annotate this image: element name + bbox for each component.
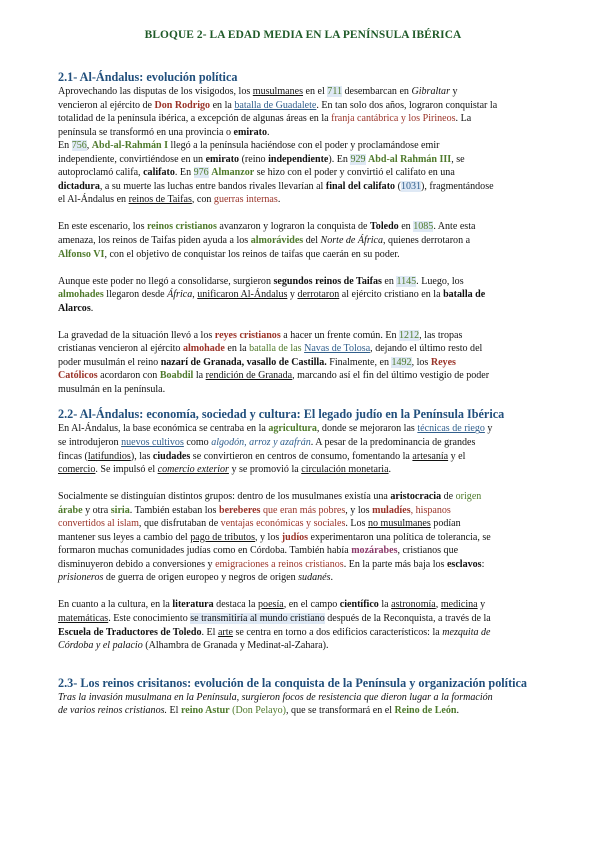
page-title: BLOQUE 2- LA EDAD MEDIA EN LA PENÍNSULA IBÉRICA xyxy=(144,29,462,41)
paragraph-2-1-a: Aprovechando las disputas de los visigodos, los musulmanes en el 711 desembarcan en Gibraltar y vencieron al ejército de Don Rodrigo en la batalla de Guadalete. En tan solo dos años, lograron conquistar la totalidad de la península ibérica, a excepción de algunas áreas en la franja cantábrica y los Pirineos. La península se transformó en una provincia o emirato. xyxy=(58,86,498,138)
section-heading-2-3: 2.3- Los reinos crisitanos: evolución de la conquista de la Península y organización política xyxy=(58,675,528,690)
section-heading-2-2: 2.2- Al-Ándalus: economía, sociedad y cultura: El legado judío en la Península Ibérica xyxy=(58,407,505,422)
paragraph-2-1-d: Aunque este poder no llegó a consolidarse, surgieron segundos reinos de Taifas en 1145. Luego, los almohades llegaron desde África, unificaron Al-Ándalus y derrotaron al ejército cristiano en la batalla de Alarcos. xyxy=(58,275,486,314)
paragraph-2-1-c: En este escenario, los reinos cristianos avanzaron y lograron la conquista de Toledo en 1085. Ante esta amenaza, los reinos de Taifas piden ayuda a los almorávides del Norte de África, quienes derrotaron a Alfonso VI, con el objetivo de conquistar los reinos de taifas que caerán en su poder. xyxy=(58,221,476,260)
paragraph-2-2-a: En Al-Ándalus, la base económica se centraba en la agricultura, donde se mejoraron las técnicas de riego y se introdujeron nuevos cultivos como algodón, arroz y azafrán. A pesar de la predominancia de grandes fincas (latifundios), las ciudades se convirtieron en centros de consumo, fomentando la artesanía y el comercio. Se impulsó el comercio exterior y se promovió la circulación monetaria. xyxy=(58,423,493,476)
paragraph-2-2-c: En cuanto a la cultura, en la literatura destaca la poesía, en el campo científico la astronomía, medicina y matemáticas. Este conocimiento se transmitiría al mundo cristiano después de la Reconquista, a través de la Escuela de Traductores de Toledo. El arte se centra en torno a dos edificios característicos: la mezquita de Córdoba y el palacio (Alhambra de Granada y Medinat-al-Zahara). xyxy=(58,599,491,652)
paragraph-2-3-a: Tras la invasión musulmana en la Península, surgieron focos de resistencia que dieron lugar a la formación de varios reinos cristianos. El reino Astur (Don Pelayo), que se transformará en el Reino de León. xyxy=(58,691,493,717)
paragraph-2-1-e: La gravedad de la situación llevó a los reyes cristianos a hacer un frente común. En 1212, las tropas cristianas vencieron al ejército almohade en la batalla de las Navas de Tolosa, dejando el último resto del poder musulmán el reino nazarí de Granada, vasallo de Castilla. Finalmente, en 1492, los Reyes Católicos acordaron con Boabdil la rendición de Granada, marcando así el fin del último vestigio de poder musulmán en la península. xyxy=(58,329,490,395)
section-heading-2-1: 2.1- Al-Ándalus: evolución política xyxy=(58,70,238,84)
paragraph-2-2-b: Socialmente se distinguían distintos grupos: dentro de los musulmanes existía una aristocracia de origen árabe y otra siria. También estaban los bereberes que eran más pobres, y los muladíes, hispanos convertidos al islam, que disfrutaban de ventajas económicas y sociales. Los no musulmanes podían mantener sus leyes a cambio del pago de tributos, y los judíos experimentaron una política de tolerancia, se formaron muchas comunidades judías como en Córdoba. También había mozárabes, cristianos que disminuyeron debido a conversiones y emigraciones a reinos cristianos. En la parte más baja los esclavos: prisioneros de guerra de origen europeo y negros de origen sudanés. xyxy=(58,491,491,584)
paragraph-2-1-b: En 756, Abd-al-Rahmán I llegó a la península haciéndose con el poder y proclamándose emir independiente, convirtiéndose en un emirato (reino independiente). En 929 Abd-al Rahmán III, se autoproclamó califa, califato. En 976 Almanzor se hizo con el poder y convirtió el califato en una dictadura, a su muerte las luchas entre bandos rivales llevarían al final del califato (1031), fragmentándose el Al-Ándalus en reinos de Taifas, con guerras internas. xyxy=(58,140,494,206)
